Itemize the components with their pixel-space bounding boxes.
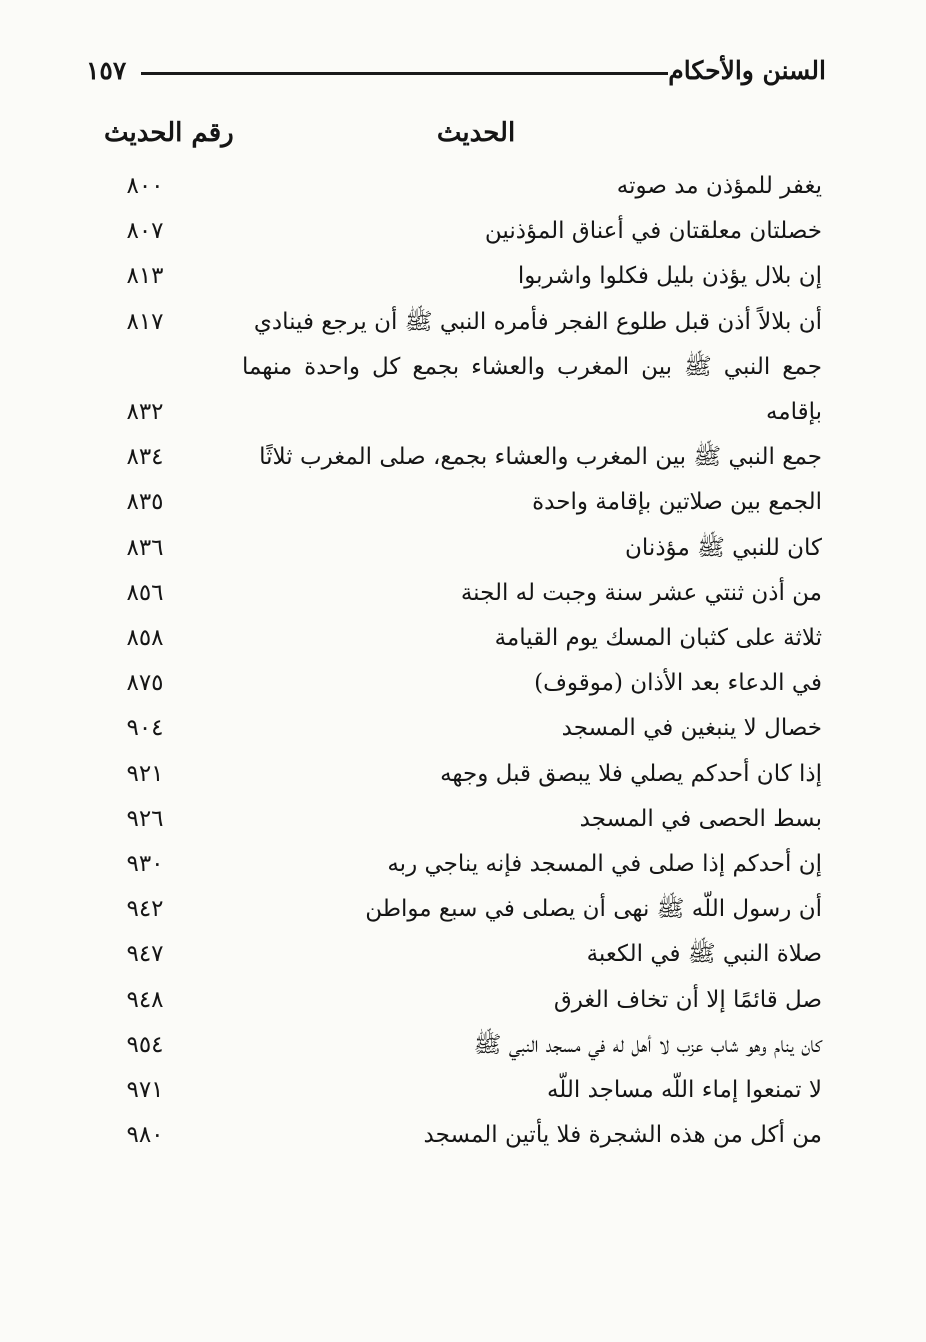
hadith-number: ٨٧٥ — [126, 670, 164, 697]
page-number: ١٥٧ — [86, 56, 127, 85]
list-item — [100, 616, 822, 661]
hadith-text: خصلتان معلقتان في أعناق المؤذنين — [484, 218, 822, 245]
list-item — [100, 978, 822, 1023]
hadith-text: لا تمنعوا إماء اللّه مساجد اللّه — [546, 1077, 822, 1104]
hadith-text: جمع النبي ﷺ بين المغرب والعشاء بجمع، صلى المغرب ثلاثًا — [259, 444, 822, 471]
running-title: السنن والأحكام — [668, 56, 826, 85]
hadith-text: كان ينام وهو شاب عزب لا أهل له في مسجد النبي ﷺ — [473, 1031, 822, 1058]
hadith-text: جمع النبي ﷺ بين المغرب والعشاء بجمع كل واحدة منهما بإقامه — [242, 353, 822, 426]
hadith-number: ٨٣٦ — [126, 534, 164, 561]
hadith-text: خصال لا ينبغين في المسجد — [561, 715, 822, 742]
hadith-text: من أذن ثنتي عشر سنة وجبت له الجنة — [460, 579, 822, 606]
list-item — [100, 661, 822, 706]
hadith-text: من أكل من هذه الشجرة فلا يأتين المسجد — [423, 1122, 822, 1149]
hadith-number: ٨٥٨ — [126, 625, 164, 652]
hadith-number: ٨١٧ — [126, 308, 164, 335]
list-item — [100, 1023, 822, 1068]
hadith-number: ٩٣٠ — [126, 851, 164, 878]
hadith-number: ٩٤٢ — [126, 896, 164, 923]
hadith-text: إن أحدكم إذا صلى في المسجد فإنه يناجي ربه — [387, 851, 822, 878]
list-item — [100, 842, 822, 887]
hadith-number: ٩٠٤ — [126, 715, 164, 742]
list-item — [100, 164, 822, 209]
hadith-text: كان للنبي ﷺ مؤذنان — [625, 534, 822, 561]
column-heading-hadith: الحديث — [436, 118, 516, 148]
list-item — [100, 435, 822, 480]
hadith-number: ٨٥٦ — [126, 579, 164, 606]
hadith-number: ٩٧١ — [126, 1077, 164, 1104]
hadith-number: ٨٠٠ — [126, 173, 164, 199]
hadith-number: ٨١٣ — [126, 263, 164, 290]
hadith-number: ٩٤٨ — [126, 986, 164, 1013]
hadith-text: ثلاثة على كثبان المسك يوم القيامة — [494, 625, 822, 652]
hadith-number: ٨٣٤ — [126, 444, 164, 471]
list-item — [100, 254, 822, 299]
list-item — [100, 526, 822, 571]
list-item — [100, 1113, 822, 1158]
hadith-text: صلاة النبي ﷺ في الكعبة — [586, 941, 822, 968]
hadith-text: يغفر للمؤذن مد صوته — [616, 173, 822, 199]
list-item — [100, 706, 822, 751]
list-item — [100, 571, 822, 616]
hadith-text: أن بلالاً أذن قبل طلوع الفجر فأمره النبي ﷺ أن يرجع فينادي — [253, 308, 822, 335]
header-rule — [141, 72, 668, 75]
list-item — [100, 887, 822, 932]
page-header — [86, 52, 826, 92]
hadith-number: ٩٨٠ — [126, 1122, 164, 1149]
list-item — [100, 209, 822, 254]
hadith-text: صل قائمًا إلا أن تخاف الغرق — [553, 986, 822, 1013]
hadith-index-list — [100, 164, 822, 1158]
list-item — [100, 300, 822, 345]
column-headings — [86, 114, 826, 154]
list-item — [100, 480, 822, 525]
hadith-text: إذا كان أحدكم يصلي فلا يبصق قبل وجهه — [440, 760, 822, 787]
hadith-text: إن بلال يؤذن بليل فكلوا واشربوا — [517, 263, 822, 290]
hadith-text: في الدعاء بعد الأذان (موقوف) — [534, 670, 822, 697]
list-item — [100, 932, 822, 977]
list-item — [100, 797, 822, 842]
list-item — [100, 752, 822, 797]
hadith-number: ٨٣٢ — [126, 399, 164, 426]
hadith-number: ٩٢٦ — [126, 805, 164, 832]
column-heading-number: رقم الحديث — [104, 118, 234, 148]
hadith-number: ٨٣٥ — [126, 489, 164, 516]
hadith-number: ٩٢١ — [126, 760, 164, 787]
list-item — [100, 345, 822, 435]
hadith-number: ٩٥٤ — [126, 1031, 164, 1058]
hadith-text: بسط الحصى في المسجد — [579, 805, 822, 832]
list-item — [100, 1068, 822, 1113]
hadith-number: ٩٤٧ — [126, 941, 164, 968]
hadith-text: أن رسول اللّه ﷺ نهى أن يصلى في سبع مواطن — [365, 896, 822, 923]
hadith-number: ٨٠٧ — [126, 218, 164, 245]
hadith-text: الجمع بين صلاتين بإقامة واحدة — [532, 489, 822, 516]
